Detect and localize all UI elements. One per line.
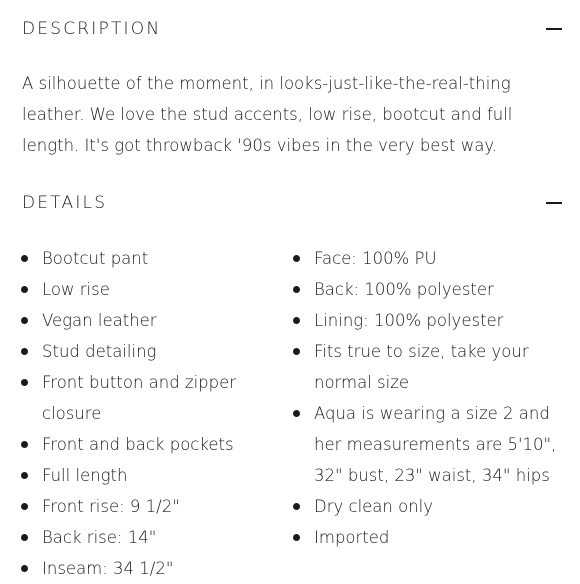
description-section-header[interactable]: [22, 14, 562, 44]
details-section-header[interactable]: [22, 188, 562, 218]
list-item: Aqua is wearing a size 2 and her measurements are 5'10", 32" bust, 23" waist, 34" hips: [290, 398, 560, 491]
list-item: Inseam: 34 1/2": [18, 553, 288, 584]
list-item: Back rise: 14": [18, 522, 288, 553]
details-list-right: [290, 243, 560, 553]
list-item: Lining: 100% polyester: [290, 305, 560, 336]
minus-icon[interactable]: [546, 28, 562, 30]
list-item: Dry clean only: [290, 491, 560, 522]
list-item: Back: 100% polyester: [290, 274, 560, 305]
list-item: Face: 100% PU: [290, 243, 560, 274]
minus-icon[interactable]: [546, 202, 562, 204]
description-title: DESCRIPTION: [22, 19, 162, 39]
details-list-left: [18, 243, 288, 584]
description-text: A silhouette of the moment, in looks-just-like-the-real-thing leather. We love the stud accents, low rise, bootcut and full length. It's got throwback '90s vibes in the very best way.: [22, 74, 513, 155]
list-item: Front button and zipper closure: [18, 367, 288, 429]
list-item: Front rise: 9 1/2": [18, 491, 288, 522]
list-item: Imported: [290, 522, 560, 553]
list-item: Bootcut pant: [18, 243, 288, 274]
list-item: Fits true to size, take your normal size: [290, 336, 560, 398]
list-item: Front and back pockets: [18, 429, 288, 460]
list-item: Vegan leather: [18, 305, 288, 336]
list-item: Full length: [18, 460, 288, 491]
details-title: DETAILS: [22, 193, 108, 213]
list-item: Stud detailing: [18, 336, 288, 367]
list-item: Low rise: [18, 274, 288, 305]
